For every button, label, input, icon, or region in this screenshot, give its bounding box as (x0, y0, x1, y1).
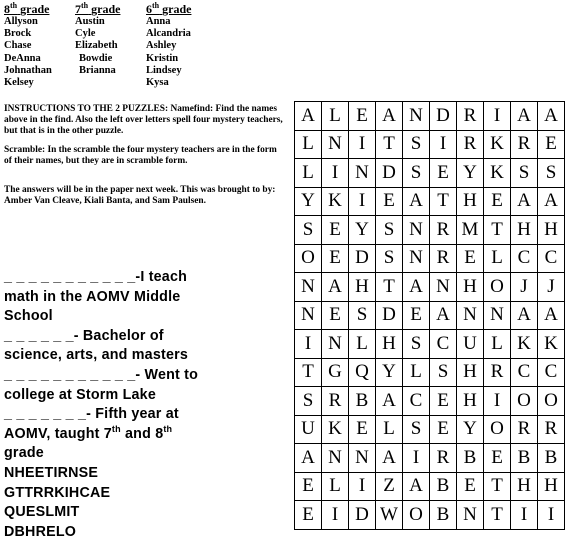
grid-cell[interactable]: S (538, 159, 565, 188)
grid-cell[interactable]: L (322, 102, 349, 131)
grid-cell[interactable]: N (457, 301, 484, 330)
grid-cell[interactable]: E (349, 415, 376, 444)
grid-cell[interactable]: C (511, 244, 538, 273)
grid-cell[interactable]: O (538, 387, 565, 416)
grid-cell[interactable]: R (457, 130, 484, 159)
grid-row (295, 358, 565, 387)
grid-cell[interactable]: A (403, 472, 430, 501)
grid-cell[interactable]: H (511, 472, 538, 501)
grid-cell[interactable]: E (430, 415, 457, 444)
clue-line: _ _ _ _ _ _ _ _ _ _ _- Went to (4, 366, 199, 383)
grade-6-column (146, 2, 191, 89)
instructions-credits: The answers will be in the paper next week. This was brought to by: Amber Van Cleave, Kiali Banta, and Sam Paulsen. (4, 184, 276, 206)
clue-line: _ _ _ _ _ _ _- Fifth year at (4, 406, 179, 423)
grid-cell[interactable]: E (430, 387, 457, 416)
grid-cell[interactable]: H (457, 187, 484, 216)
grid-cell[interactable]: L (349, 330, 376, 359)
grid-cell[interactable]: A (538, 187, 565, 216)
grid-row (295, 159, 565, 188)
grid-row (295, 387, 565, 416)
grid-cell[interactable]: Y (376, 358, 403, 387)
grid-cell[interactable]: A (538, 301, 565, 330)
grade-7-heading (75, 2, 120, 16)
student-name: Kysa (146, 77, 169, 89)
grid-cell[interactable]: H (457, 387, 484, 416)
grid-cell[interactable]: L (484, 244, 511, 273)
grid-cell[interactable]: A (376, 444, 403, 473)
grid-cell[interactable]: R (538, 415, 565, 444)
grid-cell[interactable]: C (538, 244, 565, 273)
grid-cell[interactable]: S (295, 387, 322, 416)
grid-cell[interactable]: N (322, 444, 349, 473)
grid-cell[interactable]: T (484, 501, 511, 530)
grid-cell[interactable]: C (511, 358, 538, 387)
grid-row (295, 501, 565, 530)
grid-cell[interactable]: E (322, 301, 349, 330)
student-name: Kristin (146, 52, 179, 64)
grid-cell[interactable]: R (511, 415, 538, 444)
grid-cell[interactable]: Y (457, 159, 484, 188)
grid-cell[interactable]: S (403, 330, 430, 359)
grid-cell[interactable]: H (538, 216, 565, 245)
grid-cell[interactable]: N (484, 301, 511, 330)
grid-cell[interactable]: K (538, 330, 565, 359)
grid-cell[interactable]: O (511, 387, 538, 416)
clue-line: School (4, 308, 53, 325)
grid-cell[interactable]: T (376, 130, 403, 159)
grid-cell[interactable]: A (430, 301, 457, 330)
grid-cell[interactable]: R (430, 444, 457, 473)
grid-cell[interactable]: N (349, 444, 376, 473)
grade-6-number: 6 (146, 2, 152, 16)
grade-7-word: grade (91, 2, 121, 16)
grid-cell[interactable]: E (484, 444, 511, 473)
grid-cell[interactable]: I (349, 130, 376, 159)
grid-cell[interactable]: A (403, 187, 430, 216)
grid-cell[interactable]: C (430, 330, 457, 359)
grade-6-heading (146, 2, 191, 16)
grid-cell[interactable]: N (322, 330, 349, 359)
grid-cell[interactable]: M (457, 216, 484, 245)
clue-line: science, arts, and masters (4, 347, 189, 364)
grid-cell[interactable]: R (322, 387, 349, 416)
grid-cell[interactable]: K (484, 159, 511, 188)
grid-cell[interactable]: B (430, 501, 457, 530)
grid-row (295, 273, 565, 302)
clue-text: and 8 (120, 425, 164, 442)
grid-cell[interactable]: I (322, 501, 349, 530)
grid-row (295, 216, 565, 245)
grid-cell[interactable]: B (349, 387, 376, 416)
student-name: Alcandria (146, 28, 191, 40)
grid-cell[interactable]: L (376, 415, 403, 444)
grid-cell[interactable]: K (322, 187, 349, 216)
grid-cell[interactable]: A (511, 187, 538, 216)
grid-row (295, 330, 565, 359)
grid-cell[interactable]: O (484, 273, 511, 302)
grid-cell[interactable]: S (295, 216, 322, 245)
grid-cell[interactable]: E (322, 216, 349, 245)
grid-cell[interactable]: J (511, 273, 538, 302)
grid-cell[interactable]: E (295, 501, 322, 530)
grid-cell[interactable]: D (349, 244, 376, 273)
grid-cell[interactable]: K (484, 130, 511, 159)
scramble-word: DBHRELO (4, 523, 77, 540)
grid-cell[interactable]: K (322, 415, 349, 444)
grid-cell[interactable]: T (484, 216, 511, 245)
scramble-word: GTTRRKIHCAE (4, 484, 111, 501)
grid-cell[interactable]: J (538, 273, 565, 302)
student-name: Bowdie (79, 52, 113, 64)
grid-cell[interactable]: S (403, 415, 430, 444)
grid-cell[interactable]: H (376, 330, 403, 359)
grid-cell[interactable]: C (403, 387, 430, 416)
grid-cell[interactable]: L (295, 159, 322, 188)
grid-row (295, 415, 565, 444)
grade-8-suffix: th (10, 1, 18, 10)
grid-cell[interactable]: L (295, 130, 322, 159)
grid-cell[interactable]: R (430, 244, 457, 273)
grid-cell[interactable]: B (511, 444, 538, 473)
grid-cell[interactable]: I (484, 387, 511, 416)
grid-cell[interactable]: A (511, 301, 538, 330)
grid-cell[interactable]: H (457, 358, 484, 387)
grid-row (295, 444, 565, 473)
clue-line: college at Storm Lake (4, 386, 156, 403)
grid-cell[interactable]: N (403, 244, 430, 273)
grid-cell[interactable]: S (511, 159, 538, 188)
student-name: Brock (4, 28, 32, 40)
grid-cell[interactable]: D (376, 301, 403, 330)
grid-cell[interactable]: I (403, 444, 430, 473)
grade-8-heading (4, 2, 52, 16)
grid-cell[interactable]: B (457, 444, 484, 473)
student-name: Allyson (4, 16, 38, 27)
grid-cell[interactable]: N (403, 216, 430, 245)
grid-cell[interactable]: S (376, 244, 403, 273)
grade-6-word: grade (162, 2, 192, 16)
grid-cell[interactable]: I (538, 501, 565, 530)
grid-cell[interactable]: I (511, 501, 538, 530)
grid-cell[interactable]: Q (349, 358, 376, 387)
instructions-scramble: Scramble: In the scramble the four mystery teachers are in the form of their names, but they are in scramble form. (4, 145, 277, 167)
grid-cell[interactable]: Z (376, 472, 403, 501)
grid-cell[interactable]: T (376, 273, 403, 302)
clue-line: grade (4, 445, 44, 462)
clue-line (4, 425, 290, 445)
grid-cell[interactable]: N (457, 501, 484, 530)
grid-cell[interactable]: N (403, 102, 430, 131)
grid-cell[interactable]: E (376, 187, 403, 216)
grade-6-suffix: th (152, 1, 160, 10)
grid-cell[interactable]: C (538, 358, 565, 387)
instructions-namefind: INSTRUCTIONS TO THE 2 PUZZLES: Namefind: Find the names above in the find. Also the left over letters spell four mystery teachers, but that is in the other puzzle. (4, 104, 283, 136)
student-name: Austin (75, 16, 105, 27)
grid-cell[interactable]: A (511, 102, 538, 131)
grid-cell[interactable]: O (295, 244, 322, 273)
student-name: Ashley (146, 40, 177, 52)
grid-cell[interactable]: G (322, 358, 349, 387)
grid-cell[interactable]: E (457, 244, 484, 273)
grid-cell[interactable]: T (484, 472, 511, 501)
grid-cell[interactable]: L (322, 472, 349, 501)
grid-cell[interactable]: K (511, 330, 538, 359)
grid-cell[interactable]: H (511, 216, 538, 245)
grid-cell[interactable]: O (484, 415, 511, 444)
student-name: Brianna (79, 64, 116, 76)
student-name: Lindsey (146, 64, 182, 76)
grade-7-suffix: th (81, 1, 89, 10)
grid-cell[interactable]: R (511, 130, 538, 159)
scramble-word: QUESLMIT (4, 504, 80, 521)
grid-cell[interactable]: H (457, 273, 484, 302)
clue-line: _ _ _ _ _ _ _ _ _ _ _-I teach (4, 269, 188, 285)
grid-cell[interactable]: S (376, 216, 403, 245)
grid-cell[interactable]: N (430, 273, 457, 302)
student-name: Kelsey (4, 77, 34, 89)
clue-line: _ _ _ _ _ _- Bachelor of (4, 327, 164, 344)
grid-cell[interactable]: H (538, 472, 565, 501)
grid-cell[interactable]: I (322, 159, 349, 188)
grade-7-number: 7 (75, 2, 81, 16)
grade-7-column (75, 2, 120, 77)
grade-8-number: 8 (4, 2, 10, 16)
grid-cell[interactable]: O (403, 501, 430, 530)
grid-cell[interactable]: E (430, 159, 457, 188)
teacher-clues (4, 268, 290, 542)
word-find-grid (294, 101, 565, 530)
grid-cell[interactable]: D (430, 102, 457, 131)
grid-cell[interactable]: Y (457, 415, 484, 444)
grade-8-column (4, 2, 52, 89)
grid-row (295, 102, 565, 131)
grade-name-lists (4, 2, 264, 88)
grid-cell[interactable]: U (457, 330, 484, 359)
grid-cell[interactable]: E (349, 102, 376, 131)
grid-cell[interactable]: W (376, 501, 403, 530)
grid-cell[interactable]: E (484, 187, 511, 216)
grid-cell[interactable]: S (403, 159, 430, 188)
grid-row (295, 244, 565, 273)
grid-cell[interactable]: T (430, 187, 457, 216)
grid-cell[interactable]: A (322, 273, 349, 302)
grid-cell[interactable]: N (295, 301, 322, 330)
student-name: Cyle (75, 28, 96, 40)
grid-cell[interactable]: B (430, 472, 457, 501)
student-name: Chase (4, 40, 32, 52)
grid-cell[interactable]: S (349, 301, 376, 330)
grid-cell[interactable]: E (295, 472, 322, 501)
grid-cell[interactable]: D (349, 501, 376, 530)
grid-cell[interactable]: N (322, 130, 349, 159)
grid-cell[interactable]: N (349, 159, 376, 188)
grid-cell[interactable]: E (322, 244, 349, 273)
grid-row (295, 301, 565, 330)
grid-cell[interactable]: A (403, 273, 430, 302)
grid-cell[interactable]: B (538, 444, 565, 473)
grid-cell[interactable]: R (430, 216, 457, 245)
grid-cell[interactable]: I (430, 130, 457, 159)
scramble-word: NHEETIRNSE (4, 464, 99, 481)
clue-suffix: th (111, 423, 121, 434)
grid-cell[interactable]: S (403, 130, 430, 159)
grid-row (295, 472, 565, 501)
student-name: DeAnna (4, 52, 41, 64)
grid-cell[interactable]: T (295, 358, 322, 387)
puzzle-instructions (4, 104, 286, 216)
grid-cell[interactable]: A (376, 102, 403, 131)
clue-suffix: th (163, 423, 173, 434)
grid-cell[interactable]: H (349, 273, 376, 302)
grid-cell[interactable]: I (484, 102, 511, 131)
grid-cell[interactable]: R (457, 102, 484, 131)
clue-text: AOMV, taught 7 (4, 425, 112, 442)
student-name: Elizabeth (75, 40, 118, 52)
clue-line: math in the AOMV Middle (4, 288, 181, 305)
grid-cell[interactable]: A (295, 102, 322, 131)
student-name: Johnathan (4, 64, 52, 76)
grid-cell[interactable]: A (295, 444, 322, 473)
grid-cell[interactable]: I (349, 472, 376, 501)
grid-cell[interactable]: A (376, 387, 403, 416)
grid-cell[interactable]: U (295, 415, 322, 444)
grid-cell[interactable]: R (484, 358, 511, 387)
grid-cell[interactable]: S (430, 358, 457, 387)
grid-cell[interactable]: D (376, 159, 403, 188)
grid-cell[interactable]: I (349, 187, 376, 216)
student-name: Anna (146, 16, 171, 27)
grid-cell[interactable]: E (403, 301, 430, 330)
grid-cell[interactable]: A (538, 102, 565, 131)
grid-cell[interactable]: E (538, 130, 565, 159)
grid-cell[interactable]: N (295, 273, 322, 302)
grid-row (295, 130, 565, 159)
grid-row (295, 187, 565, 216)
grid-cell[interactable]: Y (295, 187, 322, 216)
grid-cell[interactable]: E (457, 472, 484, 501)
grid-cell[interactable]: I (295, 330, 322, 359)
grid-cell[interactable]: L (403, 358, 430, 387)
grade-8-word: grade (20, 2, 50, 16)
grid-cell[interactable]: L (484, 330, 511, 359)
grid-cell[interactable]: Y (349, 216, 376, 245)
